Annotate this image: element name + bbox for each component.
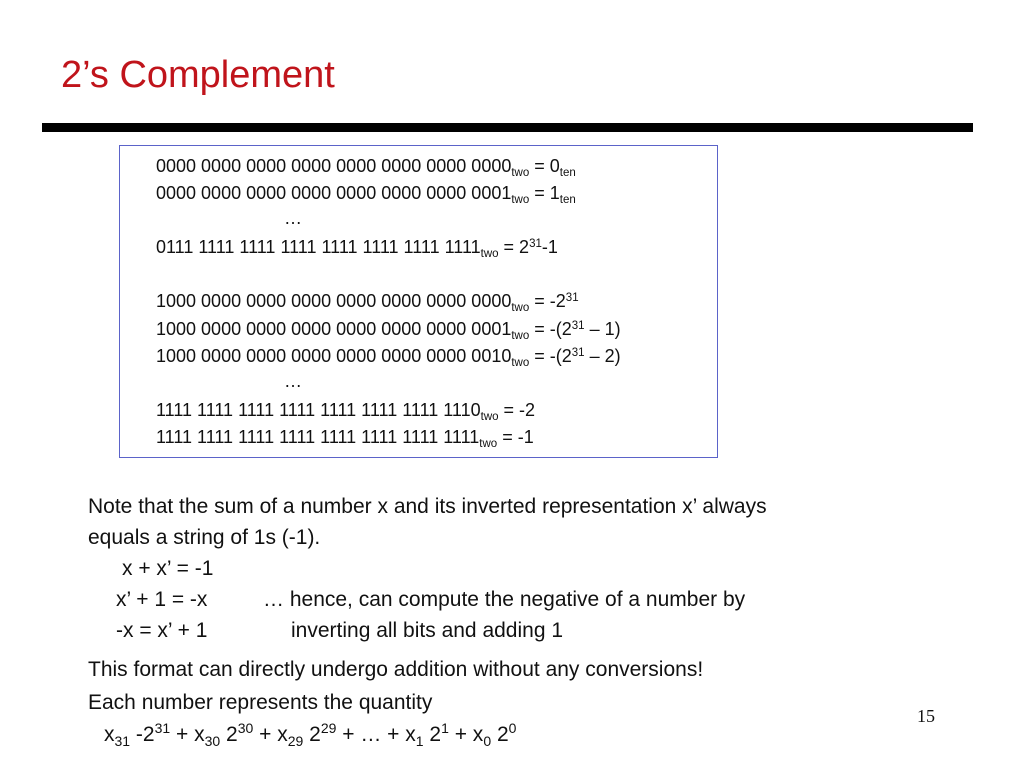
equation: x + x’ = -1 — [122, 557, 214, 580]
binary-row: 0111 1111 1111 1111 1111 1111 1111 $1111_{two} = 2^{31}-1$ — [156, 237, 558, 260]
equation-note: inverting all bits and adding 1 — [291, 619, 564, 642]
binary-row: 0000 0000 0000 0000 0000 0000 0000 $0001_{two} = 1_{ten}$ — [156, 183, 576, 206]
bits: 0000 0000 0000 0000 0000 0000 0000 0001 — [156, 183, 512, 203]
ellipsis: … — [284, 208, 302, 228]
page-number: 15 — [917, 706, 935, 726]
quantity-note: Each number represents the quantity — [88, 691, 433, 714]
note-line: Note that the sum of a number x and its inverted representation x’ always — [88, 495, 767, 518]
bits: 1000 0000 0000 0000 0000 0000 0000 0001 — [156, 319, 512, 339]
quantity-formula: $x_{31}$ $-2^{31} + x_{30}$ $2^{30} + x_{29}$ $2^{29}$ + … + $x_1$ $2^1 + x_0$ $2^0$ — [104, 720, 517, 749]
equation: x’ + 1 = -x — [116, 588, 208, 611]
binary-row: 1111 1111 1111 1111 1111 1111 1111 $1110_{two} = -2$ — [156, 400, 536, 423]
binary-row: 1000 0000 0000 0000 0000 0000 0000 $0010_{two} = -(2^{31} - 2)$ — [156, 346, 621, 369]
title-divider — [42, 123, 973, 132]
binary-row: 0000 0000 0000 0000 0000 0000 0000 $0000_{two} = 0_{ten}$ — [156, 156, 576, 179]
bits: 0111 1111 1111 1111 1111 1111 1111 1111 — [156, 237, 481, 257]
binary-row: 1111 1111 1111 1111 1111 1111 1111 $1111_{two} = -1$ — [156, 427, 534, 450]
slide-title: 2’s Complement — [61, 54, 335, 96]
note-line: equals a string of 1s (-1). — [88, 526, 321, 549]
binary-row: 1000 0000 0000 0000 0000 0000 0000 $0000_{two} = -2^{31}$ — [156, 291, 579, 314]
bits: 1000 0000 0000 0000 0000 0000 0000 0000 — [156, 291, 512, 311]
equation: -x = x’ + 1 — [116, 619, 208, 642]
binary-row: 1000 0000 0000 0000 0000 0000 0000 $0001_{two} = -(2^{31} - 1)$ — [156, 319, 621, 342]
bits: 1111 1111 1111 1111 1111 1111 1111 1111 — [156, 427, 480, 447]
bits: 1111 1111 1111 1111 1111 1111 1111 1110 — [156, 400, 481, 420]
bits: 0000 0000 0000 0000 0000 0000 0000 0000 — [156, 156, 512, 176]
equation-note: … hence, can compute the negative of a number by — [263, 588, 746, 611]
addition-note: This format can directly undergo addition without any conversions! — [88, 658, 704, 681]
ellipsis: … — [284, 371, 302, 391]
bits: 1000 0000 0000 0000 0000 0000 0000 0010 — [156, 346, 512, 366]
